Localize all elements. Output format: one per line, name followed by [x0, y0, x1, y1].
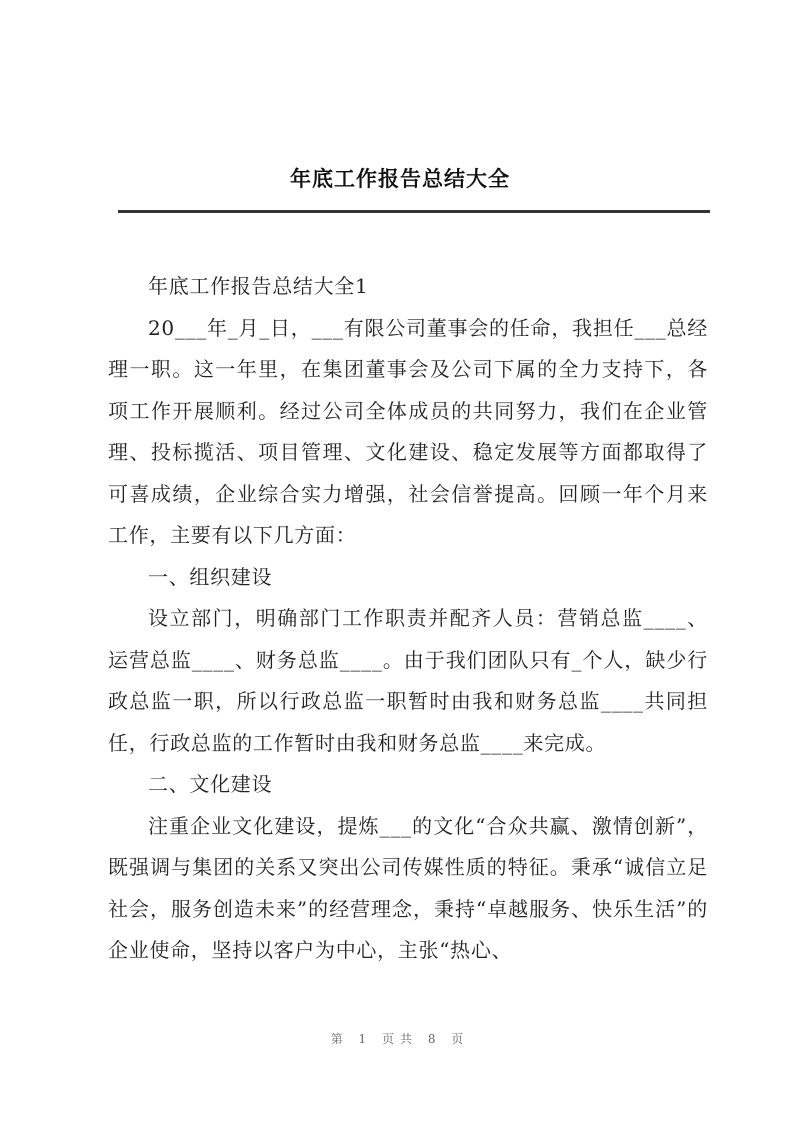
body-paragraph: 设立部门，明确部门工作职责并配齐人员：营销总监____、运营总监____、财务总监____。由于我们团队只有_个人，缺少行政总监一职，所以行政总监一职暂时由我和财务总监____共同担任，行政总监的工作暂时由我和财务总监____来完成。: [108, 606, 708, 755]
body-paragraph: 注重企业文化建设，提炼___的文化“合众共赢、激情创新”，既强调与集团的关系又突出公司传媒性质的特征。秉承“诚信立足社会，服务创造未来”的经营理念，秉持“卓越服务、快乐生活”的企业使命，坚持以客户为中心，主张“热心、: [108, 813, 708, 962]
section-heading: 二、文化建设: [148, 772, 273, 796]
title-divider: [118, 210, 710, 213]
section-heading: 年底工作报告总结大全1: [148, 274, 369, 298]
document-title: 年底工作报告总结大全: [290, 167, 510, 191]
section-heading: 一、组织建设: [148, 564, 273, 589]
page-number-footer: 第 1 页共 8 页: [330, 1032, 470, 1046]
body-paragraph: 20___年_月_日，___有限公司董事会的任命，我担任___总经理一职。这一年里，在集团董事会及公司下属的全力支持下，各项工作开展顺利。经过公司全体成员的共同努力，我们在企业管理、投标揽活、项目管理、文化建设、稳定发展等方面都取得了可喜成绩，企业综合实力增强，社会信誉提高。回顾一年个月来工作，主要有以下几方面：: [108, 315, 708, 547]
document-body: [108, 266, 708, 972]
